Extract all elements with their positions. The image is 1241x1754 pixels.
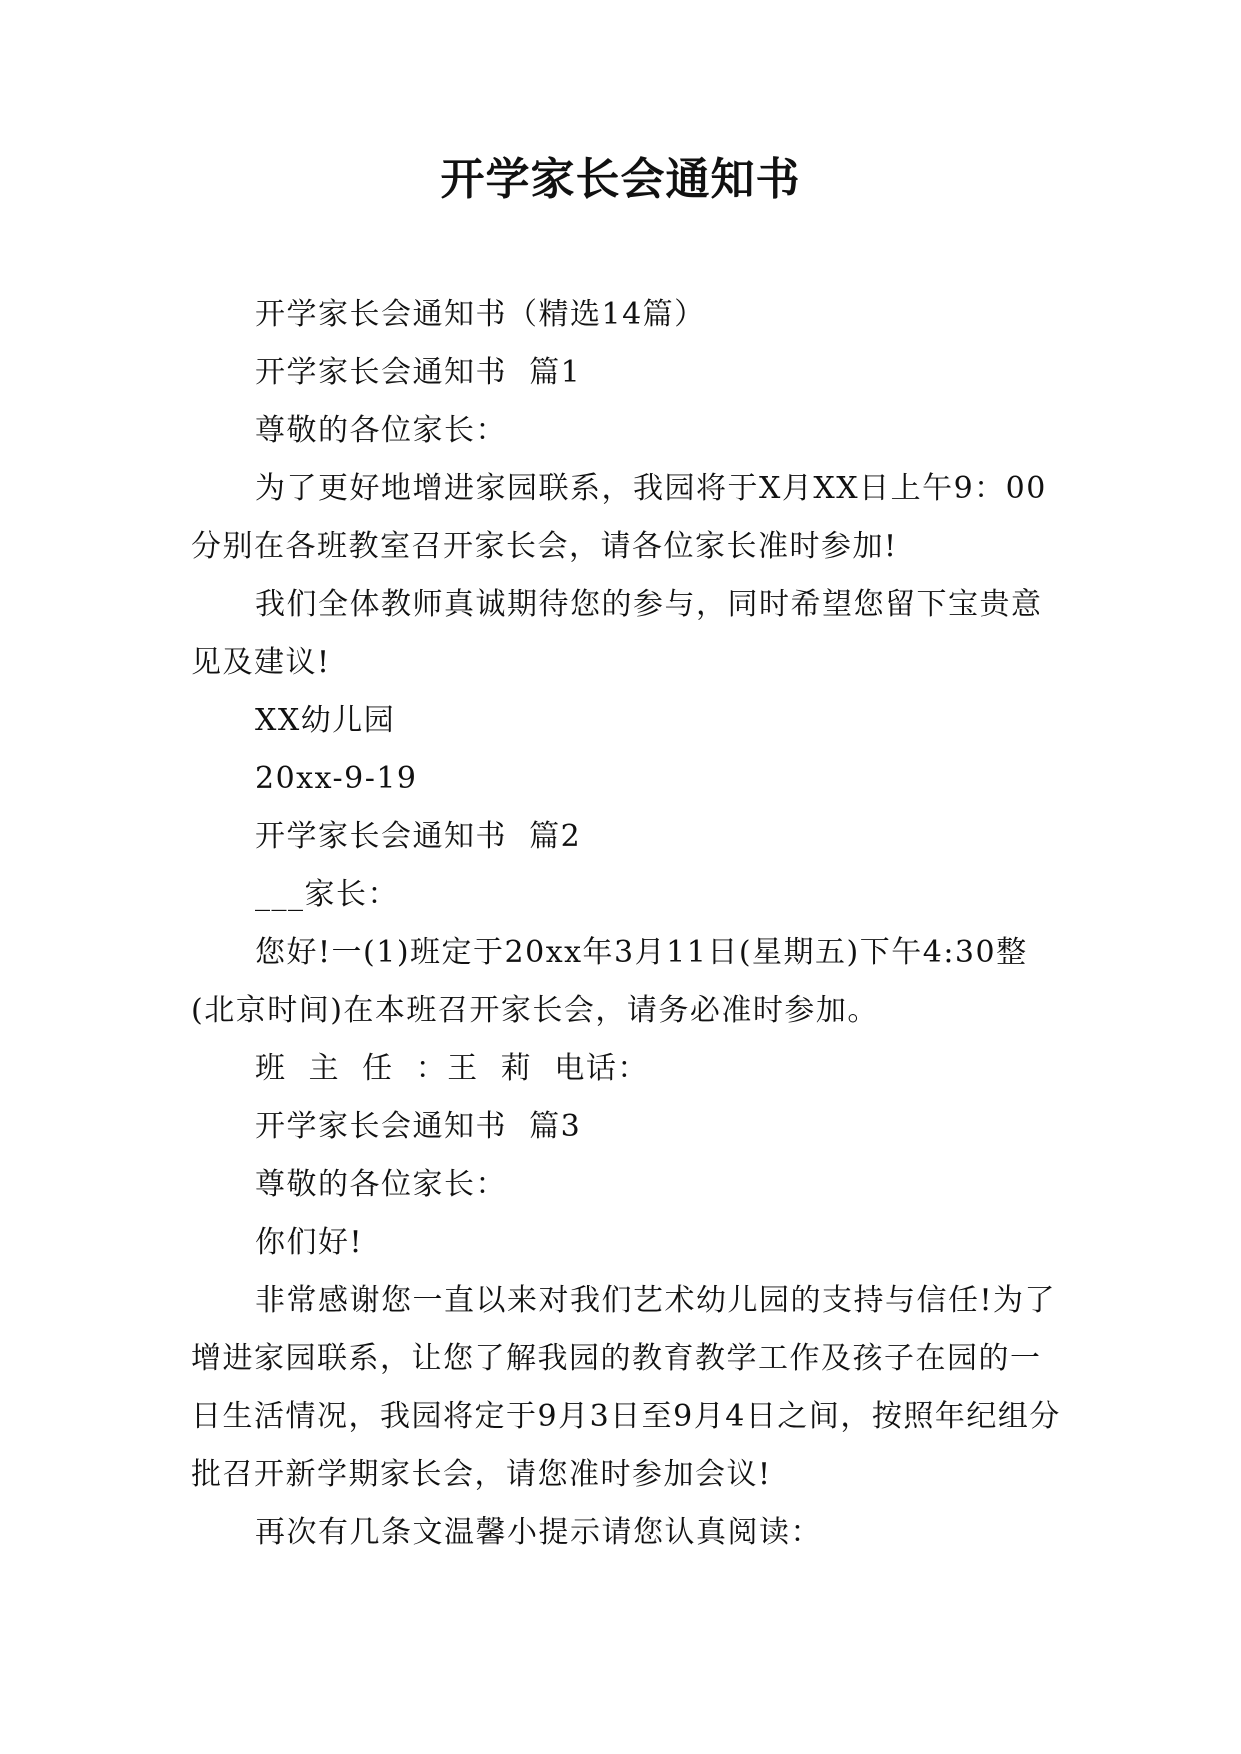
paragraph-section-3-heading: 开学家长会通知书 篇3 xyxy=(255,1109,582,1144)
paragraph-section-1-heading: 开学家长会通知书 篇1 xyxy=(255,355,582,390)
paragraph-salutation-2: 尊敬的各位家长： xyxy=(255,1167,507,1202)
paragraph-sender: XX幼儿园 xyxy=(255,703,396,738)
paragraph-expectation: 我们全体教师真诚期待您的参与，同时希望您留下宝贵意见及建议! xyxy=(191,587,1043,680)
paragraph-collection-heading: 开学家长会通知书（精选14篇） xyxy=(255,297,706,332)
paragraph-meeting-notice: 您好!一(1)班定于20xx年3月11日(星期五)下午4:30整(北京时间)在本班召开家长会，请务必准时参加。 xyxy=(191,935,1028,1028)
paragraph-tips: 再次有几条文温馨小提示请您认真阅读： xyxy=(255,1515,822,1550)
paragraph-parent-blank: ___家长： xyxy=(255,877,399,912)
paragraph-salutation: 尊敬的各位家长： xyxy=(255,413,507,448)
paragraph-notice-text: 为了更好地增进家园联系，我园将于X月XX日上午9：00分别在各班教室召开家长会，请各位家长准时参加! xyxy=(191,471,1047,564)
paragraph-greeting: 你们好! xyxy=(255,1225,364,1260)
paragraph-section-2-heading: 开学家长会通知书 篇2 xyxy=(255,819,582,854)
paragraph-teacher-contact: 班 主 任 ：王 莉 电话： xyxy=(255,1051,649,1086)
document-title: 开学家长会通知书 xyxy=(440,154,801,205)
paragraph-date: 20xx-9-19 xyxy=(255,761,418,796)
paragraph-thanks: 非常感谢您一直以来对我们艺术幼儿园的支持与信任!为了增进家园联系，让您了解我园的教育教学工作及孩子在园的一日生活情况，我园将定于9月3日至9月4日之间，按照年纪组分批召开新学期家长会，请您准时参加会议! xyxy=(191,1283,1061,1492)
document-body xyxy=(191,286,1071,1562)
